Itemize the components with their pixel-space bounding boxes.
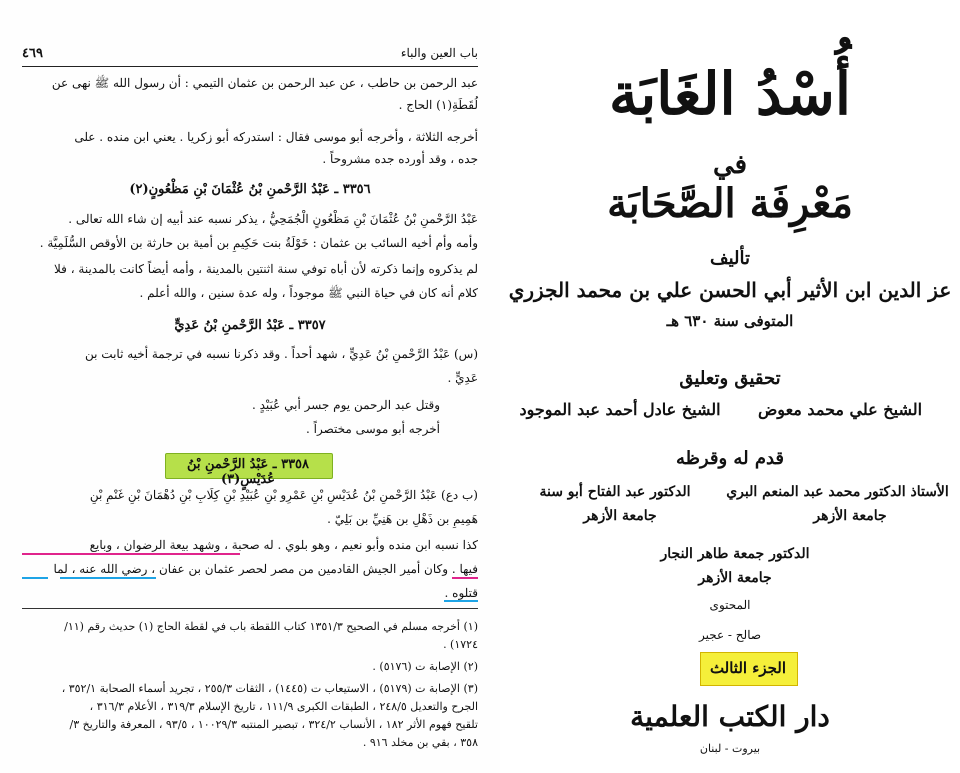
authorship-label: تأليف	[709, 248, 751, 269]
editor-name: الشيخ عادل أحمد عبد الموجود	[519, 400, 721, 419]
entry-heading-3356: ٣٣٥٦ ـ عَبْدُ الرَّحْمنِ بْنُ عُثْمَانَ بْنِ مَظْعُونٍ(٢)	[129, 182, 371, 197]
blue-underline	[60, 577, 156, 579]
scholar-affiliation: جامعة الأزهر	[698, 570, 772, 586]
scholar-name: الأستاذ الدكتور محمد عبد المنعم البري	[726, 484, 949, 500]
book-title: أُسْدُ الغَابَة	[608, 60, 852, 128]
footnote-line: (٢) الإصابة ت (٥١٧٦) .	[372, 660, 478, 673]
footnote-line: الجرح والتعديل ٢٤٨/٥ ، الطبقات الكبرى ١١١/٩ ، تاريخ الإسلام ٣١٩/٣ ، الأعلام ٣١٦/٣ ،	[89, 700, 478, 713]
author-name: عز الدين ابن الأثير أبي الحسن علي بن محمد الجزري	[508, 278, 952, 302]
running-title: باب العين والباء	[400, 46, 478, 60]
text-line: أخرجه الثلاثة ، وأخرجه أبو موسى فقال : استدركه أبو زكريا . يعني ابن منده . على	[74, 130, 478, 144]
text-line: لُقَطَةِ(١) الحاج .	[398, 98, 478, 112]
book-subtitle: مَعْرِفَة الصَّحَابَة	[607, 180, 853, 227]
text-line: وأمه وأم أخيه السائب بن عثمان : خَوْلَةُ بنت حَكِيمِ بن أمية بن حارثة بن الأوقص السُّلَمِيَّة .	[39, 236, 478, 250]
entry-heading-3357: ٣٣٥٧ ـ عَبْدُ الرَّحْمنِ بْنُ عَدِيٍّ	[174, 318, 326, 333]
text-line: كلام أنه كان في حياة النبي ﷺ موجوداً ، وله عدة سنين ، والله أعلم .	[139, 286, 478, 300]
footnote-line: تلقيح فهوم الأثر ١٨٢ ، الأنساب ٣٢٤/٢ ، تبصير المنتبه ١٠٠٢٩/٣ ، ٩٣/٥ ، المعرفة والتاريخ ٣/	[69, 718, 478, 731]
editor-name: الشيخ علي محمد معوض	[757, 400, 923, 419]
footnote-line: (١) أخرجه مسلم في الصحيح ١٣٥١/٣ كتاب اللقطة باب في لقطة الحاج (١) حديث رقم (١١/	[64, 620, 478, 633]
contents-range: صالح - عجير	[698, 628, 762, 642]
page-number: ٤٦٩	[22, 46, 43, 61]
publisher-city: بيروت - لبنان	[699, 742, 761, 755]
text-line: هَمِيمِ بن ذَهْلِ بن هَنِيِّ بن بَلِيّ .	[327, 512, 478, 526]
page-header	[22, 44, 478, 67]
blue-underline	[444, 600, 478, 602]
text-line: (ب دع) عَبْدُ الرَّحْمنِ بْنُ عُدَيْسِ بْنِ عَمْرِو بْنِ عُبَيْدِ بْنِ كِلَابِ بْنِ دُهْمَانَ بْنِ غَنْمِ بْنِ	[89, 488, 478, 502]
text-line: (س) عَبْدُ الرَّحْمنِ بْنُ عَدِيٍّ ، شهد أحداً . وقد ذكرنا نسبه في ترجمة أخيه ثابت بن	[85, 347, 478, 361]
text-line: كذا نسبه ابن منده وأبو نعيم ، وهو بلوي . له صحبة ، وشهد بيعة الرضوان ، وبايع	[89, 538, 478, 552]
pink-underline	[452, 577, 478, 579]
volume-label: الجزء الثالث	[709, 659, 787, 677]
text-line: أخرجه أبو موسى مختصراً .	[305, 422, 440, 436]
text-line: جده ، وقد أورده جده مشروحاً .	[322, 152, 478, 166]
text-line: فيها . وكان أمير الجيش القادمين من مصر لحصر عثمان بن عفان ، رضي الله عنه ، لما	[53, 562, 478, 576]
blue-underline	[22, 577, 48, 579]
text-line: لم يذكروه وإنما ذكرته لأن أباه توفي سنة اثنتين بالمدينة ، وأمه أيضاً كانت بالمدينة ، فلا	[53, 262, 478, 276]
footnote-line: (٣) الإصابة ت (٥١٧٩) ، الاستيعاب ت (١٤٤٥) ، الثقات ٢٥٥/٣ ، تجريد أسماء الصحابة ٣٥٢/١ ،	[61, 682, 478, 695]
text-line: عَبْدُ الرَّحْمنِ بْنُ عُثْمَانَ بْنِ مَظْعُونٍ الْجُمَحِيُّ ، يذكر نسبه عند أبيه إن شاء الله تعالى .	[68, 212, 478, 226]
scholar-name: الدكتور عبد الفتاح أبو سنة	[539, 484, 691, 500]
title-page	[500, 0, 960, 773]
author-death-date: المتوفى سنة ٦٣٠ هـ	[666, 312, 794, 330]
contents-label: المحتوى	[709, 598, 751, 612]
text-line: وقتل عبد الرحمن يوم جسر أبي عُبَيْدٍ .	[251, 398, 440, 412]
scholar-affiliation: جامعة الأزهر	[583, 508, 657, 524]
footnote-line: ٣٥٨ ، بقي بن مخلد ٩١٦ .	[362, 736, 478, 749]
footnote-divider	[22, 608, 478, 609]
text-line: قتلوه .	[444, 586, 478, 600]
publisher-name: دار الكتب العلمية	[630, 700, 830, 733]
text-line: عَدِيٍّ .	[447, 371, 478, 385]
scholar-affiliation: جامعة الأزهر	[813, 508, 887, 524]
text-line: عبد الرحمن بن حاطب ، عن عبد الرحمن بن عثمان التيمي : أن رسول الله ﷺ نهى عن	[51, 76, 478, 90]
title-fi: في	[712, 150, 748, 180]
footnote-line: ١٧٢٤) .	[443, 638, 478, 651]
entry-heading-3358: ٣٣٥٨ ـ عَبْدُ الرَّحْمنِ بْنُ عُدَيْسٍ(٣)	[186, 457, 310, 487]
editing-label: تحقيق وتعليق	[679, 368, 781, 389]
foreword-label: قدم له وقرظه	[675, 448, 785, 469]
pink-underline	[22, 553, 240, 555]
scholar-name: الدكتور جمعة طاهر النجار	[660, 546, 810, 562]
